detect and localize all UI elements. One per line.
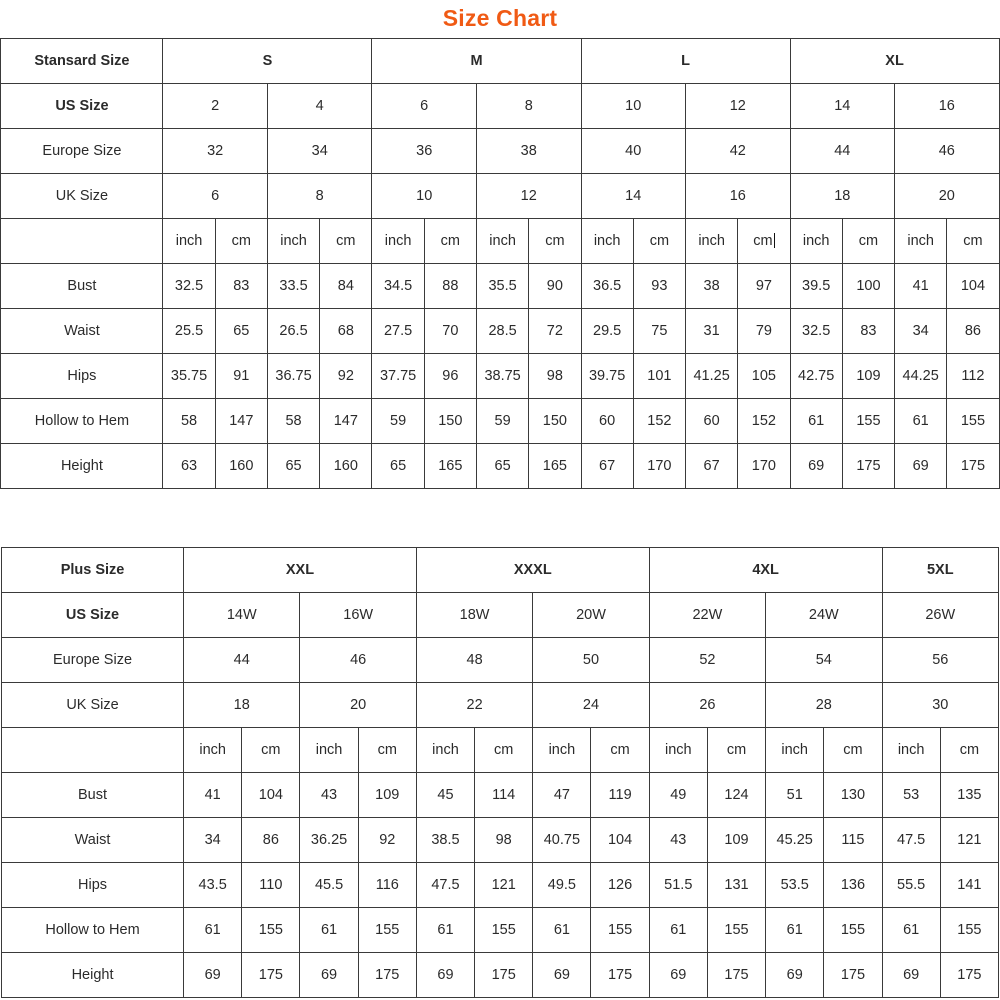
cell: 61 (184, 908, 242, 953)
unit-cell: inch (895, 219, 947, 264)
cell: 47.5 (416, 863, 474, 908)
cell: 51 (766, 773, 824, 818)
cell: 32 (163, 129, 268, 174)
cell: 60 (581, 399, 633, 444)
cell: 141 (940, 863, 998, 908)
cell: 114 (475, 773, 533, 818)
cell: 155 (707, 908, 765, 953)
table-row (2, 773, 999, 818)
cell: 104 (947, 264, 999, 309)
cell: 16W (300, 593, 416, 638)
cell: 175 (947, 444, 999, 489)
cell: 84 (320, 264, 372, 309)
cell: 130 (824, 773, 882, 818)
row-label: Bust (2, 773, 184, 818)
unit-cell: inch (416, 728, 474, 773)
cell: 69 (300, 953, 358, 998)
row-label: UK Size (2, 683, 184, 728)
page-title: Size Chart (442, 5, 558, 31)
unit-cell: inch (267, 219, 319, 264)
cell: 59 (372, 399, 424, 444)
cell: 98 (529, 354, 581, 399)
cell: 22 (416, 683, 532, 728)
cell: 41.25 (686, 354, 738, 399)
cell: 155 (824, 908, 882, 953)
table-row (2, 908, 999, 953)
cell: 35.75 (163, 354, 215, 399)
row-label: Stansard Size (1, 39, 163, 84)
cell: 59 (476, 399, 528, 444)
cell: 46 (895, 129, 1000, 174)
cell: 93 (633, 264, 685, 309)
table-row (1, 174, 999, 219)
row-label: Hollow to Hem (1, 399, 163, 444)
row-label: Hollow to Hem (2, 908, 184, 953)
cell: 61 (790, 399, 842, 444)
cell: 69 (416, 953, 474, 998)
cell: 69 (533, 953, 591, 998)
cell: 97 (738, 264, 790, 309)
unit-cell: inch (184, 728, 242, 773)
cell: 175 (940, 953, 998, 998)
size-group-m: M (372, 39, 581, 84)
cell: 6 (163, 174, 268, 219)
cell: 48 (416, 638, 532, 683)
unit-cell: cm (940, 728, 998, 773)
cell: 69 (895, 444, 947, 489)
cell: 43 (300, 773, 358, 818)
cell: 44 (790, 129, 895, 174)
unit-cell-with-caret (738, 219, 790, 264)
cell: 88 (424, 264, 476, 309)
cell: 36.75 (267, 354, 319, 399)
cell: 60 (686, 399, 738, 444)
unit-cell: inch (476, 219, 528, 264)
row-label: Hips (2, 863, 184, 908)
unit-cell: cm (215, 219, 267, 264)
cell: 8 (267, 174, 372, 219)
cell: 34 (267, 129, 372, 174)
size-group-xxl: XXL (184, 548, 417, 593)
cell: 47.5 (882, 818, 940, 863)
unit-cell: cm (947, 219, 999, 264)
size-group-xl: XL (790, 39, 999, 84)
cell: 119 (591, 773, 649, 818)
cell: 96 (424, 354, 476, 399)
table-row (1, 264, 999, 309)
cell: 69 (184, 953, 242, 998)
cell: 37.75 (372, 354, 424, 399)
row-label: UK Size (1, 174, 163, 219)
cell: 65 (267, 444, 319, 489)
cell: 16 (895, 84, 1000, 129)
unit-cell: cm (633, 219, 685, 264)
unit-row (1, 219, 999, 264)
cell: 175 (358, 953, 416, 998)
cell: 26W (882, 593, 998, 638)
unit-row (2, 728, 999, 773)
plus-size-table (1, 547, 999, 998)
cell: 155 (940, 908, 998, 953)
cell: 43.5 (184, 863, 242, 908)
table-row (2, 683, 999, 728)
cell: 98 (475, 818, 533, 863)
cell: 67 (686, 444, 738, 489)
cell: 61 (766, 908, 824, 953)
cell: 69 (649, 953, 707, 998)
cell: 42 (686, 129, 791, 174)
cell: 36 (372, 129, 477, 174)
cell: 86 (947, 309, 999, 354)
cell: 4 (267, 84, 372, 129)
cell: 53 (882, 773, 940, 818)
unit-cell: cm (320, 219, 372, 264)
cell: 150 (529, 399, 581, 444)
cell: 52 (649, 638, 765, 683)
cell: 109 (842, 354, 894, 399)
cell: 2 (163, 84, 268, 129)
cell: 42.75 (790, 354, 842, 399)
unit-cell: cm (824, 728, 882, 773)
row-label: Plus Size (2, 548, 184, 593)
cell: 155 (591, 908, 649, 953)
cell: 34 (184, 818, 242, 863)
cell: 38.5 (416, 818, 474, 863)
cell: 175 (842, 444, 894, 489)
cell: 30 (882, 683, 998, 728)
cell: 155 (242, 908, 300, 953)
cell: 25.5 (163, 309, 215, 354)
unit-cell: inch (649, 728, 707, 773)
cell: 50 (533, 638, 649, 683)
unit-cell: cm (529, 219, 581, 264)
cell: 69 (766, 953, 824, 998)
table-row (1, 399, 999, 444)
cell: 12 (476, 174, 581, 219)
cell: 67 (581, 444, 633, 489)
cell: 155 (358, 908, 416, 953)
table-row (2, 818, 999, 863)
table-row (2, 638, 999, 683)
cell: 61 (416, 908, 474, 953)
cell: 45 (416, 773, 474, 818)
cell: 116 (358, 863, 416, 908)
cell: 14W (184, 593, 300, 638)
cell: 18 (790, 174, 895, 219)
row-label: US Size (2, 593, 184, 638)
text-caret (774, 233, 775, 248)
unit-cell: inch (533, 728, 591, 773)
row-label (2, 728, 184, 773)
cell: 27.5 (372, 309, 424, 354)
cell: 10 (372, 174, 477, 219)
cell: 135 (940, 773, 998, 818)
cell: 26.5 (267, 309, 319, 354)
cell: 69 (790, 444, 842, 489)
cell: 41 (184, 773, 242, 818)
table-spacer (0, 489, 1000, 547)
cell: 32.5 (163, 264, 215, 309)
cell: 51.5 (649, 863, 707, 908)
table-row (1, 309, 999, 354)
cell: 61 (649, 908, 707, 953)
unit-cell: cm (591, 728, 649, 773)
row-label: Waist (2, 818, 184, 863)
cell: 126 (591, 863, 649, 908)
cell: 49 (649, 773, 707, 818)
cell: 38 (686, 264, 738, 309)
cell: 20 (300, 683, 416, 728)
cell: 32.5 (790, 309, 842, 354)
table-row (2, 548, 999, 593)
cell: 83 (842, 309, 894, 354)
cell: 150 (424, 399, 476, 444)
cell: 131 (707, 863, 765, 908)
unit-cell: inch (790, 219, 842, 264)
cell: 39.5 (790, 264, 842, 309)
cell: 79 (738, 309, 790, 354)
cell: 6 (372, 84, 477, 129)
table-row (2, 953, 999, 998)
cell: 45.5 (300, 863, 358, 908)
cell: 175 (824, 953, 882, 998)
table-row (2, 593, 999, 638)
cell: 124 (707, 773, 765, 818)
cell: 175 (475, 953, 533, 998)
cell: 40.75 (533, 818, 591, 863)
unit-cell: inch (581, 219, 633, 264)
cell: 34 (895, 309, 947, 354)
cell: 47 (533, 773, 591, 818)
unit-cell: cm (475, 728, 533, 773)
cell: 14 (581, 174, 686, 219)
cell: 75 (633, 309, 685, 354)
row-label: Height (1, 444, 163, 489)
cell: 83 (215, 264, 267, 309)
cell: 44.25 (895, 354, 947, 399)
cell: 104 (242, 773, 300, 818)
cell: 45.25 (766, 818, 824, 863)
cell: 14 (790, 84, 895, 129)
cell: 56 (882, 638, 998, 683)
size-group-5xl: 5XL (882, 548, 998, 593)
cell: 58 (163, 399, 215, 444)
cell: 152 (738, 399, 790, 444)
cell: 29.5 (581, 309, 633, 354)
cell: 147 (320, 399, 372, 444)
cell: 109 (707, 818, 765, 863)
cell: 22W (649, 593, 765, 638)
cell: 34.5 (372, 264, 424, 309)
cell: 61 (300, 908, 358, 953)
table-row (1, 84, 999, 129)
cell: 115 (824, 818, 882, 863)
cell: 69 (882, 953, 940, 998)
cell: 54 (766, 638, 882, 683)
size-group-s: S (163, 39, 372, 84)
cell: 170 (633, 444, 685, 489)
cell: 65 (215, 309, 267, 354)
cell: 43 (649, 818, 707, 863)
row-label: Waist (1, 309, 163, 354)
unit-text: cm (753, 233, 773, 249)
cell: 136 (824, 863, 882, 908)
cell: 175 (591, 953, 649, 998)
cell: 35.5 (476, 264, 528, 309)
unit-cell: cm (242, 728, 300, 773)
cell: 152 (633, 399, 685, 444)
unit-cell: cm (842, 219, 894, 264)
unit-cell: cm (424, 219, 476, 264)
standard-size-table (0, 38, 999, 489)
unit-cell: inch (766, 728, 824, 773)
cell: 101 (633, 354, 685, 399)
table-row (1, 39, 999, 84)
cell: 121 (475, 863, 533, 908)
cell: 41 (895, 264, 947, 309)
cell: 33.5 (267, 264, 319, 309)
row-label (1, 219, 163, 264)
unit-cell: cm (707, 728, 765, 773)
cell: 110 (242, 863, 300, 908)
unit-cell: inch (300, 728, 358, 773)
cell: 91 (215, 354, 267, 399)
cell: 20 (895, 174, 1000, 219)
unit-cell: inch (372, 219, 424, 264)
size-group-4xl: 4XL (649, 548, 882, 593)
cell: 155 (475, 908, 533, 953)
cell: 40 (581, 129, 686, 174)
cell: 24W (766, 593, 882, 638)
row-label: Hips (1, 354, 163, 399)
cell: 86 (242, 818, 300, 863)
row-label: Bust (1, 264, 163, 309)
cell: 112 (947, 354, 999, 399)
cell: 121 (940, 818, 998, 863)
cell: 10 (581, 84, 686, 129)
cell: 70 (424, 309, 476, 354)
cell: 36.25 (300, 818, 358, 863)
cell: 68 (320, 309, 372, 354)
row-label: US Size (1, 84, 163, 129)
cell: 155 (947, 399, 999, 444)
size-group-l: L (581, 39, 790, 84)
cell: 160 (320, 444, 372, 489)
cell: 175 (707, 953, 765, 998)
cell: 63 (163, 444, 215, 489)
cell: 160 (215, 444, 267, 489)
cell: 104 (591, 818, 649, 863)
cell: 38 (476, 129, 581, 174)
cell: 90 (529, 264, 581, 309)
cell: 61 (533, 908, 591, 953)
cell: 49.5 (533, 863, 591, 908)
row-label: Europe Size (1, 129, 163, 174)
cell: 61 (882, 908, 940, 953)
cell: 20W (533, 593, 649, 638)
table-row (1, 129, 999, 174)
cell: 58 (267, 399, 319, 444)
cell: 38.75 (476, 354, 528, 399)
cell: 155 (842, 399, 894, 444)
cell: 18 (184, 683, 300, 728)
unit-cell: cm (358, 728, 416, 773)
cell: 72 (529, 309, 581, 354)
row-label: Height (2, 953, 184, 998)
cell: 170 (738, 444, 790, 489)
cell: 16 (686, 174, 791, 219)
cell: 61 (895, 399, 947, 444)
cell: 36.5 (581, 264, 633, 309)
cell: 175 (242, 953, 300, 998)
cell: 65 (476, 444, 528, 489)
unit-cell: inch (163, 219, 215, 264)
table-row (1, 444, 999, 489)
cell: 147 (215, 399, 267, 444)
cell: 44 (184, 638, 300, 683)
cell: 100 (842, 264, 894, 309)
cell: 24 (533, 683, 649, 728)
cell: 53.5 (766, 863, 824, 908)
cell: 92 (320, 354, 372, 399)
cell: 92 (358, 818, 416, 863)
cell: 65 (372, 444, 424, 489)
cell: 109 (358, 773, 416, 818)
cell: 28 (766, 683, 882, 728)
cell: 46 (300, 638, 416, 683)
unit-cell: inch (882, 728, 940, 773)
cell: 28.5 (476, 309, 528, 354)
cell: 18W (416, 593, 532, 638)
cell: 8 (476, 84, 581, 129)
unit-cell: inch (686, 219, 738, 264)
cell: 26 (649, 683, 765, 728)
cell: 55.5 (882, 863, 940, 908)
table-row (1, 354, 999, 399)
cell: 31 (686, 309, 738, 354)
table-row (2, 863, 999, 908)
cell: 39.75 (581, 354, 633, 399)
row-label: Europe Size (2, 638, 184, 683)
cell: 105 (738, 354, 790, 399)
cell: 165 (529, 444, 581, 489)
size-group-xxxl: XXXL (416, 548, 649, 593)
cell: 165 (424, 444, 476, 489)
cell: 12 (686, 84, 791, 129)
